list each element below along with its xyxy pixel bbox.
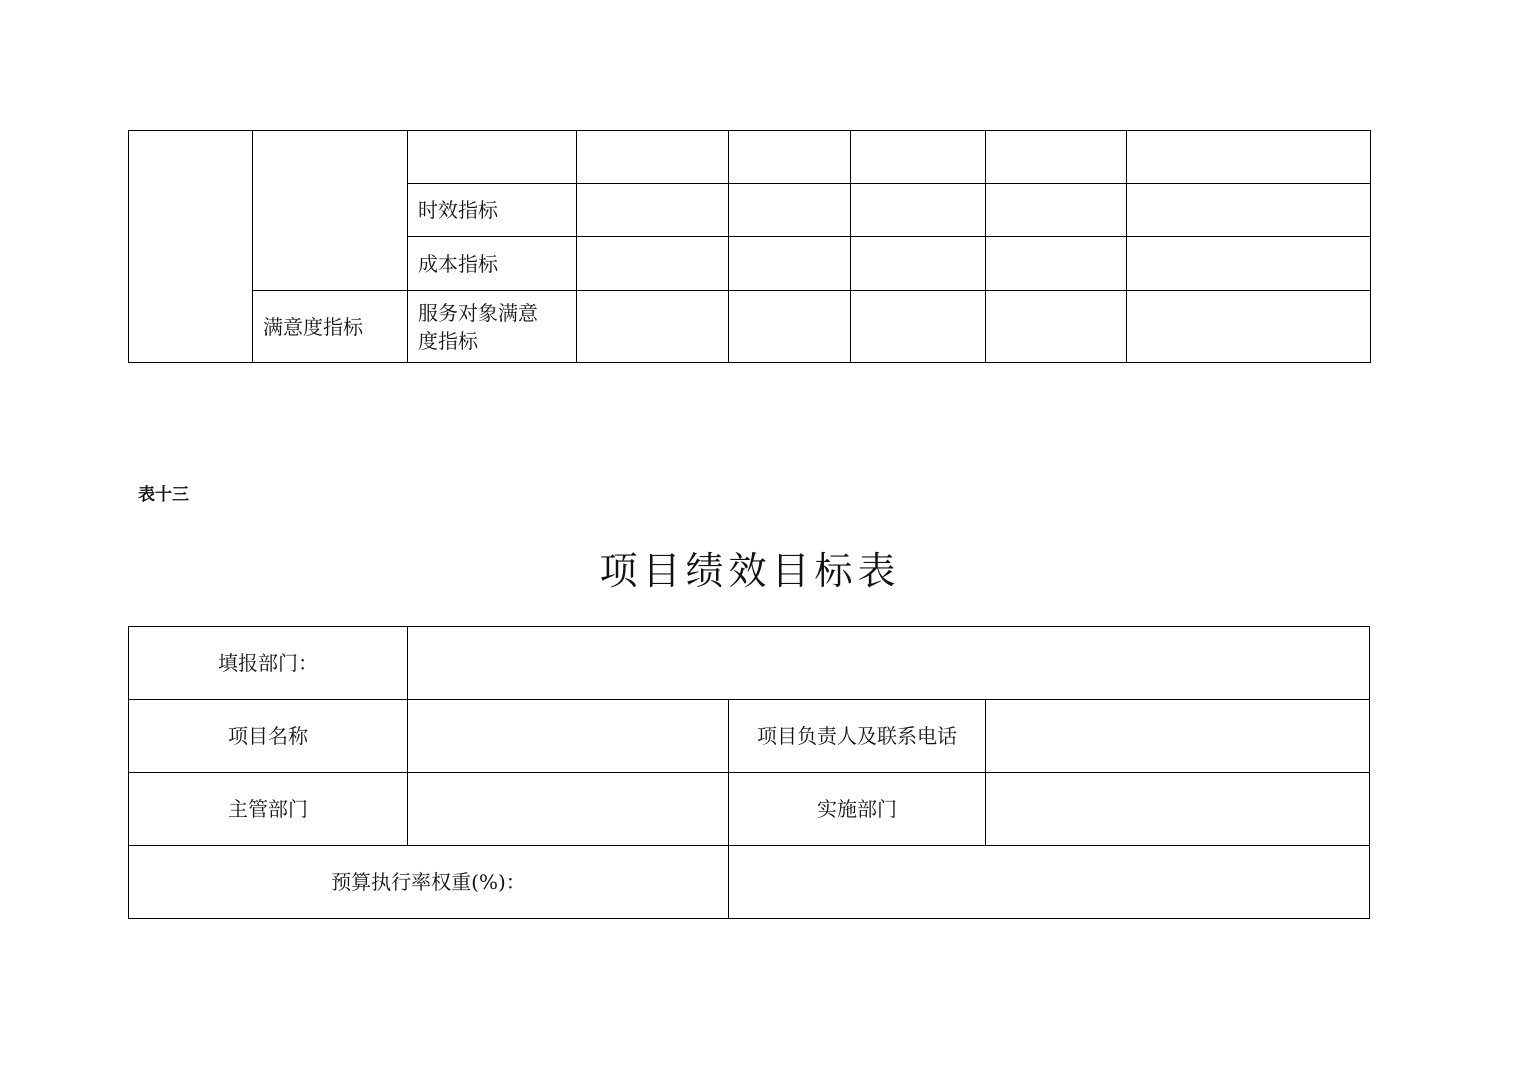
table-cell[interactable] — [851, 184, 986, 237]
table-cell[interactable] — [729, 131, 851, 184]
department-field[interactable] — [408, 627, 1370, 700]
table-cell[interactable] — [851, 131, 986, 184]
table-cell[interactable] — [986, 131, 1127, 184]
table-cell[interactable] — [729, 291, 851, 363]
indicator-table-continued — [128, 130, 1371, 363]
implementing-dept-label: 实施部门 — [729, 773, 986, 846]
cost-indicator-label: 成本指标 — [408, 237, 577, 291]
implementing-dept-field[interactable] — [986, 773, 1370, 846]
supervising-dept-field[interactable] — [408, 773, 729, 846]
table-cell[interactable] — [986, 291, 1127, 363]
table-cell — [408, 131, 577, 184]
table-cell[interactable] — [577, 184, 729, 237]
table-cell[interactable] — [851, 291, 986, 363]
satisfaction-category-label: 满意度指标 — [253, 291, 408, 363]
service-satisfaction-indicator-label: 服务对象满意度指标 — [408, 291, 577, 363]
project-leader-field[interactable] — [986, 700, 1370, 773]
timeliness-indicator-label: 时效指标 — [408, 184, 577, 237]
project-name-field[interactable] — [408, 700, 729, 773]
table-row — [129, 627, 1370, 700]
page-title: 项目绩效目标表 — [599, 549, 901, 593]
table-cell[interactable] — [577, 291, 729, 363]
supervising-dept-label: 主管部门 — [129, 773, 408, 846]
project-name-label: 项目名称 — [129, 700, 408, 773]
table-cell — [253, 131, 408, 291]
table-cell[interactable] — [1127, 291, 1371, 363]
table-caption: 表十三 — [138, 485, 189, 505]
department-label: 填报部门： — [129, 627, 408, 700]
project-leader-label: 项目负责人及联系电话 — [729, 700, 986, 773]
table-cell[interactable] — [577, 131, 729, 184]
table-cell[interactable] — [986, 184, 1127, 237]
table-cell[interactable] — [1127, 131, 1371, 184]
budget-weight-label: 预算执行率权重(%)： — [129, 846, 729, 919]
table-row — [129, 846, 1370, 919]
project-form-table — [128, 626, 1370, 919]
table-row — [129, 773, 1370, 846]
table-cell[interactable] — [729, 237, 851, 291]
table-cell[interactable] — [729, 184, 851, 237]
table-cell — [129, 131, 253, 363]
table-row — [129, 291, 1371, 363]
table-cell[interactable] — [577, 237, 729, 291]
table-cell[interactable] — [1127, 237, 1371, 291]
table-cell[interactable] — [1127, 184, 1371, 237]
table-cell[interactable] — [986, 237, 1127, 291]
budget-weight-field[interactable] — [729, 846, 1370, 919]
table-row — [129, 131, 1371, 184]
table-row — [129, 700, 1370, 773]
table-cell[interactable] — [851, 237, 986, 291]
